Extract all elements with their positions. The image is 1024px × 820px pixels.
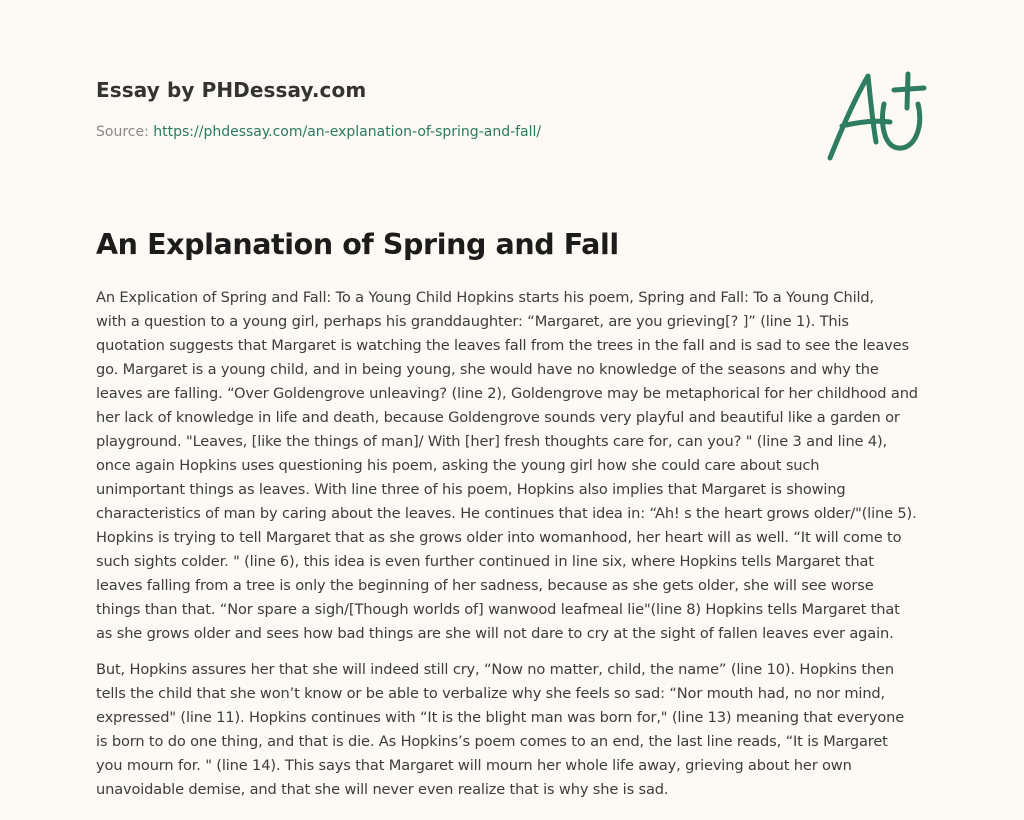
site-title: Essay by PHDessay.com [96, 78, 367, 102]
text-line: An Explication of Spring and Fall: To a Young Child Hopkins starts his poem, Spring and Fall: To a Young Child, [96, 289, 874, 306]
source-label: Source: [96, 124, 154, 140]
text-line: things than that. “Nor spare a sigh/[Though worlds of] wanwood leafmeal lie"(line 8) Hopkins tells Margaret that [96, 601, 900, 618]
text-line: with a question to a young girl, perhaps his granddaughter: “Margaret, are you grieving[? ]” (line 1). This [96, 313, 849, 330]
text-line: you mourn for. " (line 14). This says that Margaret will mourn her whole life away, grieving about her own [96, 757, 852, 774]
text-line: unavoidable demise, and that she will never even realize that is why she is sad. [96, 781, 669, 798]
paragraph-2 [96, 658, 966, 802]
text-line: leaves are falling. “Over Goldengrove unleaving? (line 2), Goldengrove may be metaphorical for her childhood and [96, 385, 918, 402]
text-line: as she grows older and sees how bad things are she will not dare to cry at the sight of fallen leaves ever again. [96, 625, 894, 642]
source-line [96, 122, 541, 142]
page-header [96, 76, 936, 140]
paragraph-1 [96, 286, 966, 646]
text-line: But, Hopkins assures her that she will indeed still cry, “Now no matter, child, the name” (line 10). Hopkins then [96, 661, 894, 678]
a-plus-grade-icon [820, 64, 932, 164]
text-line: such sights colder. " (line 6), this idea is even further continued in line six, where Hopkins tells Margaret that [96, 553, 874, 570]
text-line: leaves falling from a tree is only the beginning of her sadness, because as she gets older, she will see worse [96, 577, 874, 594]
text-line: playground. "Leaves, [like the things of man]/ With [her] fresh thoughts care for, can you? " (line 3 and line 4), [96, 433, 888, 450]
text-line: expressed" (line 11). Hopkins continues with “It is the blight man was born for," (line 13) meaning that everyone [96, 709, 905, 726]
text-line: characteristics of man by caring about the leaves. He continues that idea in: “Ah! s the heart grows older/"(line 5). [96, 505, 917, 522]
text-line: go. Margaret is a young child, and in being young, she would have no knowledge of the seasons and why the [96, 361, 879, 378]
paragraph-spacer [96, 646, 966, 658]
text-line: once again Hopkins uses questioning his poem, asking the young girl how she could care about such [96, 457, 820, 474]
text-line: unimportant things as leaves. With line three of his poem, Hopkins also implies that Margaret is showing [96, 481, 846, 498]
article-title: An Explanation of Spring and Fall [96, 228, 619, 261]
text-line: her lack of knowledge in life and death, because Goldengrove sounds very playful and beautiful like a garden or [96, 409, 900, 426]
text-line: tells the child that she won’t know or be able to verbalize why she feels so sad: “Nor mouth had, no nor mind, [96, 685, 886, 702]
source-link[interactable]: https://phdessay.com/an-explanation-of-spring-and-fall/ [153, 124, 542, 140]
text-line: Hopkins is trying to tell Margaret that as she grows older into womanhood, her heart will as well. “It will come to [96, 529, 902, 546]
text-line: quotation suggests that Margaret is watching the leaves fall from the trees in the fall and is sad to see the leaves [96, 337, 909, 354]
article-body [96, 286, 966, 802]
text-line: is born to do one thing, and that is die. As Hopkins’s poem comes to an end, the last line reads, “It is Margaret [96, 733, 888, 750]
